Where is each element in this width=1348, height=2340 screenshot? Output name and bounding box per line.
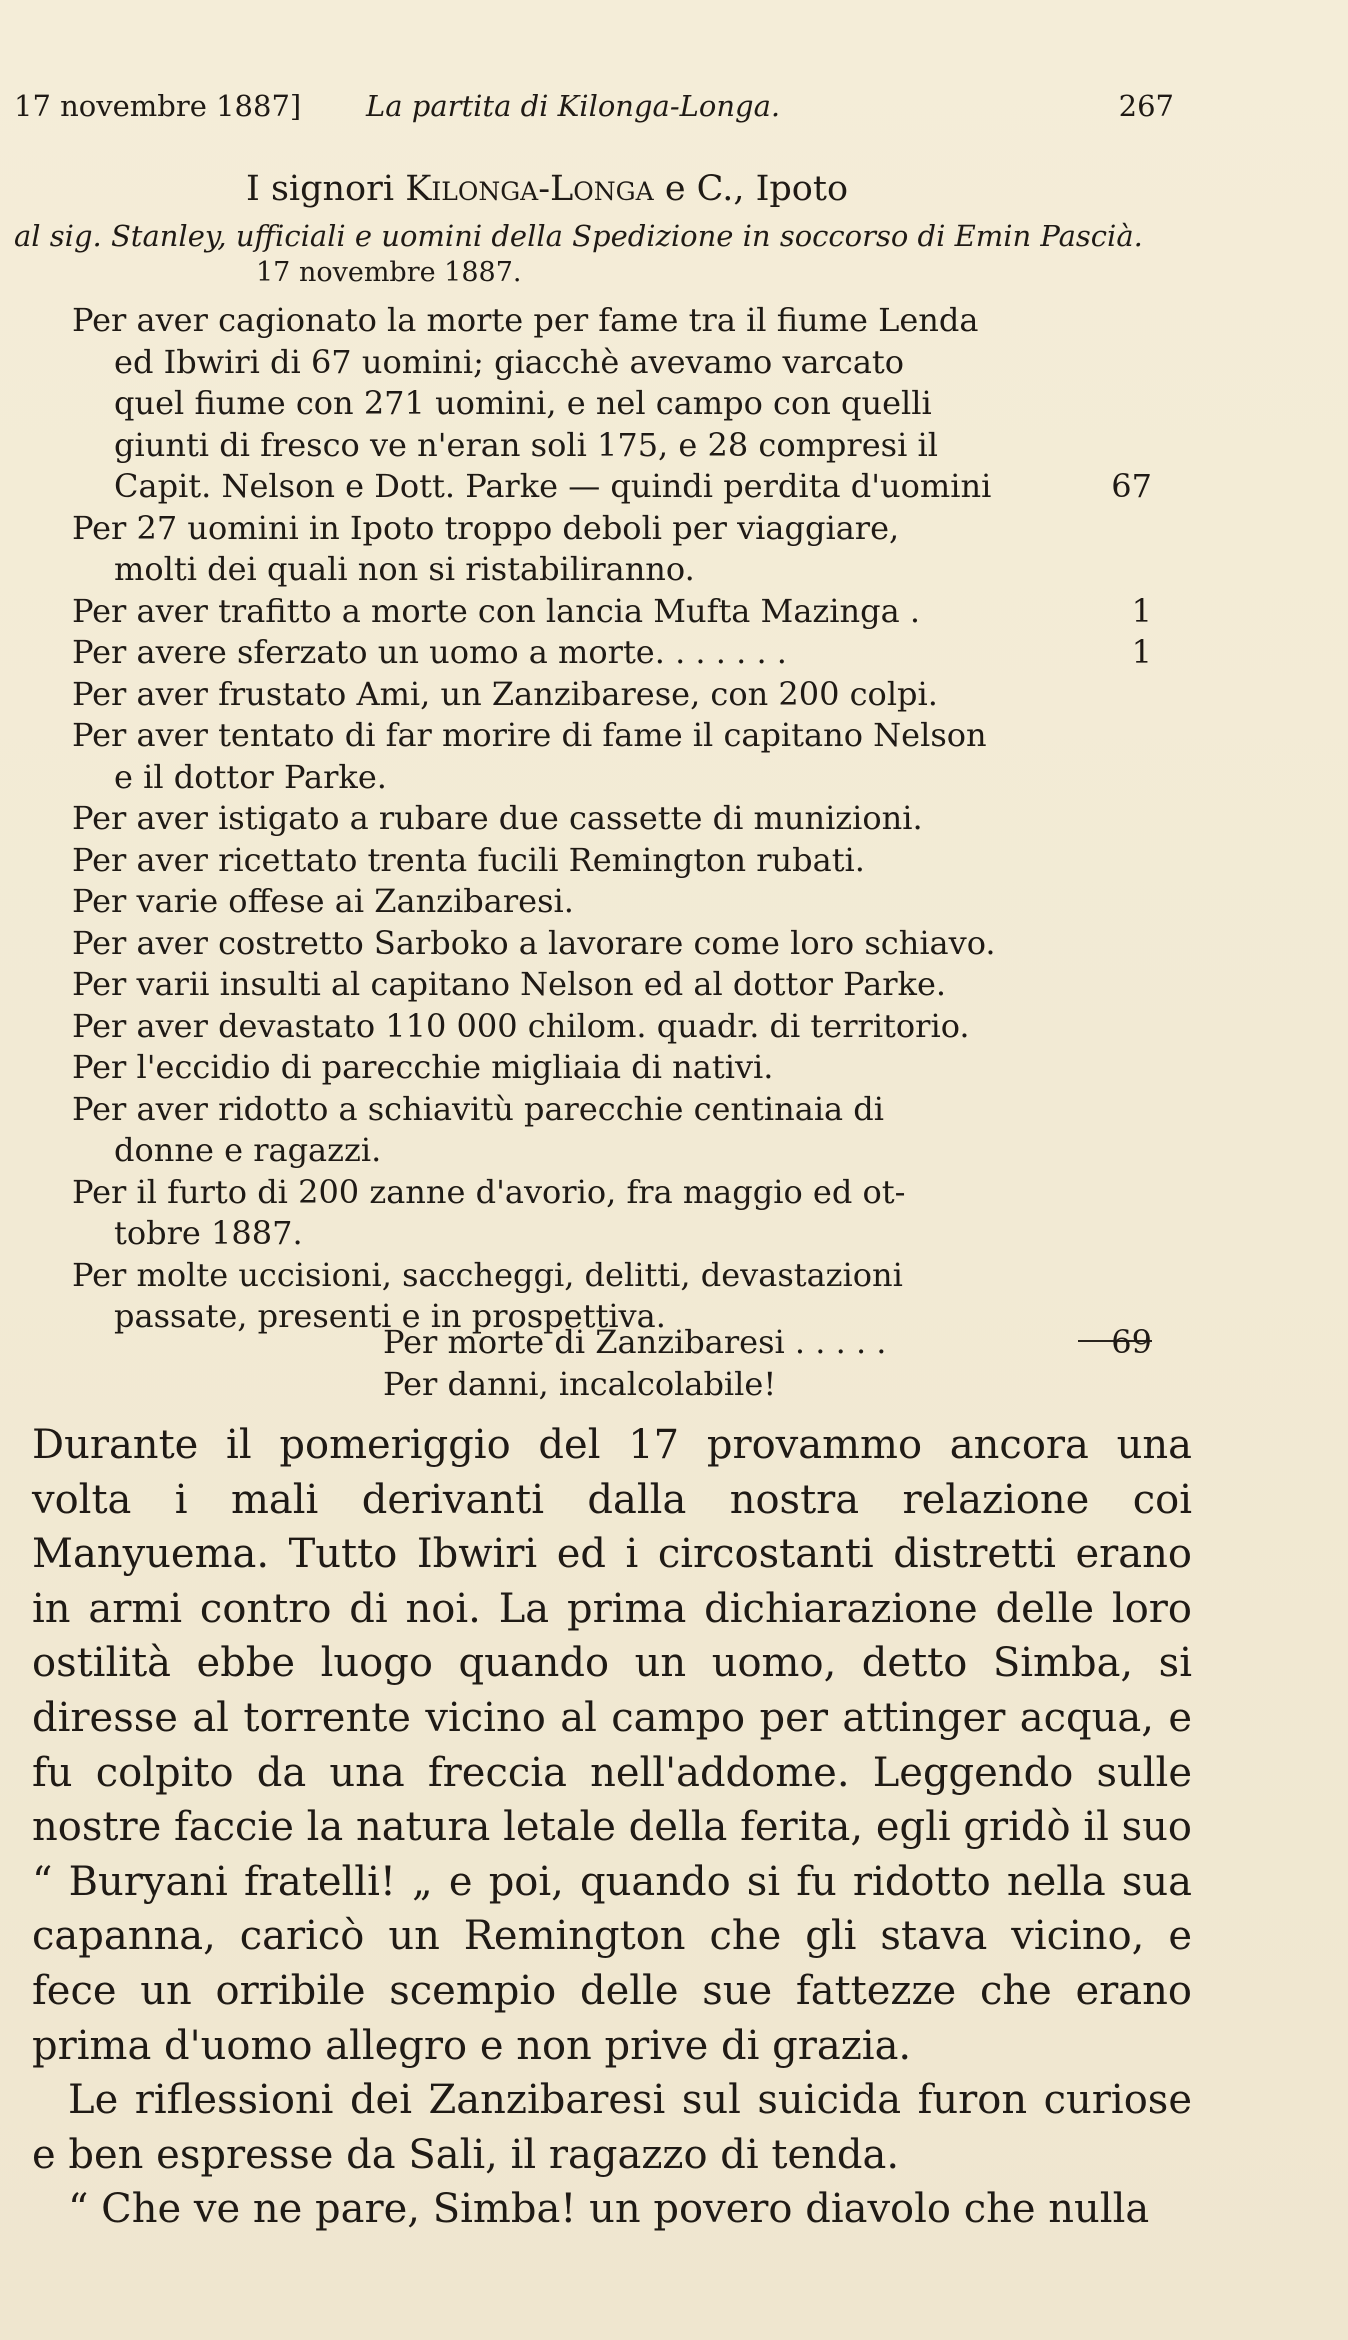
charge-text: Per aver trafitto a morte con lancia Mufta Mazinga . (72, 591, 920, 630)
charge-text: Per 27 uomini in Ipoto troppo deboli per viaggiare, (72, 508, 900, 547)
charge-text: Per aver istigato a rubare due cassette di munizioni. (72, 799, 923, 837)
charge-count: 1 (1131, 591, 1152, 630)
charge-line (72, 425, 1152, 467)
charges-list (72, 300, 1152, 1338)
charge-text: molti dei quali non si ristabiliranno. (114, 550, 695, 588)
total-line (383, 1322, 1152, 1364)
charge-line (72, 1172, 1152, 1214)
letter-title-prefix: I signori (246, 169, 395, 209)
charge-line (72, 1047, 1152, 1089)
charge-count: 1 (1131, 633, 1152, 671)
charge-text: Per il furto di 200 zanne d'avorio, fra maggio ed ot- (72, 1172, 906, 1211)
charge-count: 67 (1111, 467, 1152, 505)
charge-text: Per aver tentato di far morire di fame il capitano Nelson (72, 716, 987, 754)
charge-text: Capit. Nelson e Dott. Parke — quindi perdita d'uomini (114, 467, 992, 505)
page-number: 267 (1118, 89, 1174, 123)
paragraph: Le riflessioni dei Zanzibaresi sul suicida furon curiose e ben espresse da Sali, il ragazzo di tenda. (32, 2077, 1192, 2178)
charge-line (72, 798, 1152, 840)
letter-title (246, 167, 848, 211)
running-head (14, 86, 1174, 126)
charge-line (72, 508, 1152, 550)
charge-text: ed Ibwiri di 67 uomini; giacchè avevamo varcato (114, 342, 905, 381)
charge-line (72, 342, 1152, 384)
charge-line (72, 1089, 1152, 1131)
charge-text: Per varii insulti al capitano Nelson ed al dottor Parke. (72, 965, 947, 1003)
charge-text: Per aver costretto Sarboko a lavorare come loro schiavo. (72, 923, 996, 962)
totals-list (383, 1322, 1152, 1405)
charge-text: giunti di fresco ve n'eran soli 175, e 28 compresi il (114, 425, 938, 464)
charge-line (72, 383, 1152, 425)
charge-text: Per aver ricettato trenta fucili Remington rubati. (72, 840, 865, 879)
charge-text: Per varie offese ai Zanzibaresi. (72, 882, 574, 920)
charge-line (72, 840, 1152, 882)
charge-line (72, 632, 1152, 674)
running-head-title: La partita di Kilonga-Longa. (366, 89, 781, 123)
charge-line (72, 591, 1152, 633)
charge-line (72, 964, 1152, 1006)
letter-addressee: al sig. Stanley, ufficiali e uomini della Spedizione in soccorso di Emin Pascià. (14, 219, 1143, 253)
charge-text: e il dottor Parke. (114, 757, 387, 796)
charge-line (72, 1130, 1152, 1172)
running-head-date: 17 novembre 1887] (14, 89, 302, 123)
charge-line (72, 715, 1152, 757)
charge-line (72, 923, 1152, 965)
charge-line (72, 757, 1152, 799)
charge-text: tobre 1887. (114, 1214, 303, 1252)
total-text: Per morte di Zanzibaresi . . . . . (383, 1323, 887, 1361)
charge-text: donne e ragazzi. (114, 1131, 382, 1169)
charge-text: Per avere sferzato un uomo a morte. . . . . . . (72, 633, 787, 671)
total-count: 69 (1111, 1323, 1152, 1361)
charge-line (72, 466, 1152, 508)
charge-line (72, 881, 1152, 923)
charge-text: quel fiume con 271 uomini, e nel campo con quelli (114, 384, 932, 422)
charge-text: Per aver ridotto a schiavitù parecchie centinaia di (72, 1089, 885, 1128)
charge-line (72, 1213, 1152, 1255)
charge-text: Per molte uccisioni, saccheggi, delitti, devastazioni (72, 1255, 903, 1294)
paragraph: “ Che ve ne pare, Simba! un povero diavolo che nulla (68, 2186, 1150, 2233)
letter-date: 17 novembre 1887. (256, 257, 522, 288)
charge-text: Per aver frustato Ami, un Zanzibarese, con 200 colpi. (72, 674, 938, 713)
paragraph: Durante il pomeriggio del 17 provammo ancora una volta i mali derivanti dalla nostra relazione coi Manyuema. Tutto Ibwiri ed i circostanti distretti erano in armi contro di noi. La prima dichiarazione delle loro ostilità ebbe luogo quando un uomo, detto Simba, si diresse al torrente vicino al campo per attinger acqua, e fu colpito da una freccia nell'addome. Leggendo sulle nostre faccie la natura letale della ferita, egli gridò il suo “ Buryani fratelli! „ e poi, quando si fu ridotto nella sua capanna, caricò un Remington che gli stava vicino, e fece un orribile scempio delle sue fattezze che erano prima d'uomo allegro e non prive di grazia. (32, 1422, 1192, 2069)
body-text (32, 1418, 1192, 2237)
total-line (383, 1364, 1152, 1406)
charge-text: Per aver devastato 110 000 chilom. quadr. di territorio. (72, 1006, 970, 1045)
charge-line (72, 300, 1152, 342)
charge-text: Per aver cagionato la morte per fame tra il fiume Lenda (72, 301, 979, 339)
letter-title-suffix: e C., Ipoto (664, 169, 849, 209)
charge-text: Per l'eccidio di parecchie migliaia di nativi. (72, 1048, 774, 1086)
charge-line (72, 674, 1152, 716)
charge-line (72, 1006, 1152, 1048)
charge-line (72, 549, 1152, 591)
charge-line (72, 1255, 1152, 1297)
total-text: Per danni, incalcolabile! (383, 1364, 777, 1403)
charge-text: passate, presenti e in prospettiva. (114, 1297, 666, 1335)
letter-title-names: Kilonga-Longa (405, 169, 654, 209)
